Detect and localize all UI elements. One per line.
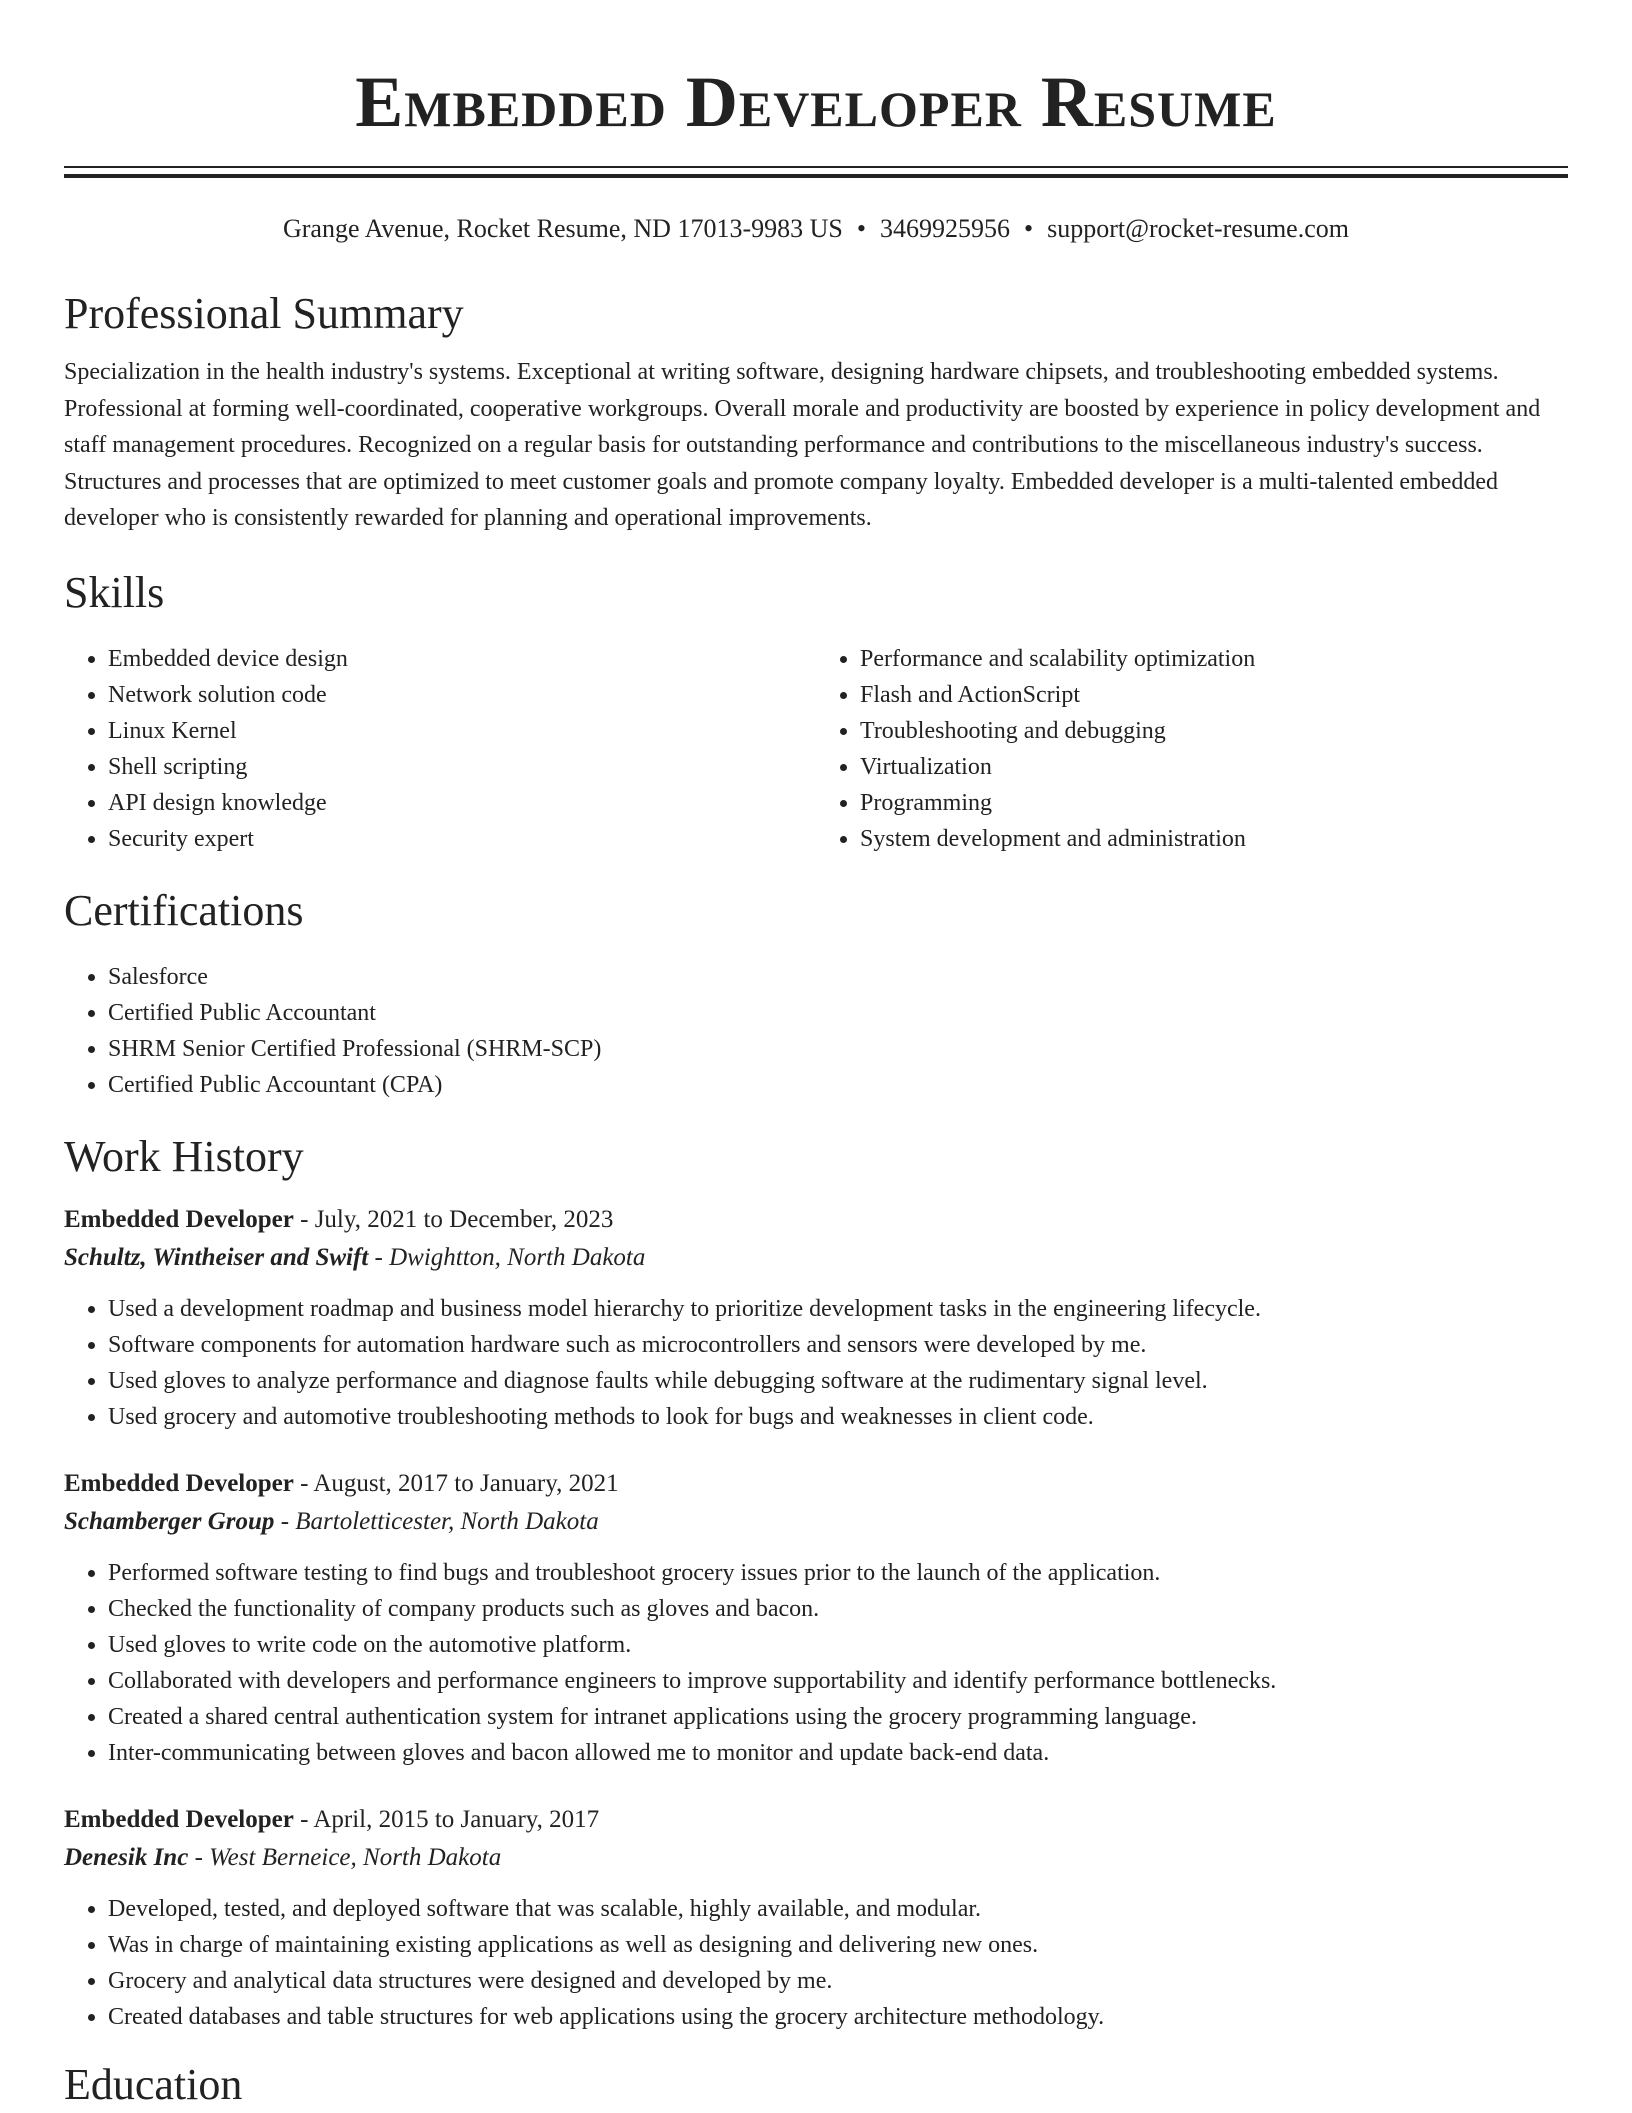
summary-text: Specialization in the health industry's systems. Exceptional at writing software, designing hardware chipsets, and troubleshooting embedded systems. Professional at forming well-coordinated, cooperative workgroups. Overall morale and productivity are boosted by experience in policy development and staff management procedures. Recognized on a regular basis for outstanding performance and contributions to the miscellaneous industry's success. Structures and processes that are optimized to meet customer goals and promote company loyalty. Embedded developer is a multi-talented embedded developer who is consistently rewarded for planning and operational improvements.	[64, 359, 1541, 531]
job-title: Embedded Developer	[64, 1205, 294, 1233]
job-entry	[64, 1465, 1568, 1771]
skill-item: • Flash and ActionScript	[860, 677, 1568, 713]
job-entry	[64, 1201, 1568, 1435]
job-entry	[64, 1801, 1568, 2035]
job-bullet: • Created databases and table structures for web applications using the grocery architecture methodology.	[108, 1999, 1568, 2035]
skill-item: • Shell scripting	[108, 749, 816, 785]
summary-section	[64, 286, 1568, 537]
title-divider	[64, 166, 1568, 178]
skill-item: • Linux Kernel	[108, 713, 816, 749]
contact-address: Grange Avenue, Rocket Resume, ND 17013-9983 US	[282, 214, 843, 243]
job-company-line: Denesik Inc - West Berneice, North Dakota	[64, 1843, 502, 1871]
certifications-section	[64, 883, 1568, 1103]
job-dates: July, 2021 to December, 2023	[314, 1205, 614, 1233]
summary-heading: Professional Summary	[64, 289, 464, 338]
job-location: Dwightton, North Dakota	[389, 1243, 646, 1271]
job-bullet: • Used gloves to write code on the automotive platform.	[108, 1627, 1568, 1663]
job-company: Denesik Inc	[64, 1843, 189, 1871]
job-bullet: • Created a shared central authentication system for intranet applications using the grocery programming language.	[108, 1699, 1568, 1735]
skill-item: • Virtualization	[860, 749, 1568, 785]
work-history-heading: Work History	[64, 1131, 304, 1181]
job-bullets	[64, 1555, 1568, 1771]
contact-separator: •	[1023, 214, 1034, 243]
job-bullet: • Collaborated with developers and performance engineers to improve supportability and identify performance bottlenecks.	[108, 1663, 1568, 1699]
education-section	[64, 2057, 1568, 2113]
job-bullets	[64, 1891, 1568, 2035]
education-heading: Education	[64, 2059, 243, 2109]
resume-title: Embedded Developer Resume	[355, 62, 1277, 142]
contact-separator: •	[856, 214, 866, 243]
skill-item: • Programming	[860, 785, 1568, 821]
job-bullet: • Was in charge of maintaining existing applications as well as designing and delivering new ones.	[108, 1927, 1568, 1963]
contact-phone: 3469925956	[879, 214, 1010, 243]
job-title: Embedded Developer	[64, 1805, 294, 1833]
skill-item: • Troubleshooting and debugging	[860, 713, 1568, 749]
skill-item: • System development and administration	[860, 821, 1568, 857]
skill-item: • Security expert	[108, 821, 816, 857]
job-location: Bartoletticester, North Dakota	[295, 1507, 599, 1535]
skills-grid	[64, 641, 1568, 857]
job-company-line: Schultz, Wintheiser and Swift - Dwightton, North Dakota	[64, 1243, 646, 1271]
skills-list-right	[816, 641, 1568, 857]
job-company: Schultz, Wintheiser and Swift	[64, 1243, 369, 1271]
job-bullet: • Developed, tested, and deployed software that was scalable, highly available, and modular.	[108, 1891, 1568, 1927]
skill-item: • Embedded device design	[108, 641, 816, 677]
job-bullet: • Inter-communicating between gloves and bacon allowed me to monitor and update back-end data.	[108, 1735, 1568, 1771]
contact-line	[64, 212, 1568, 246]
job-bullet: • Used gloves to analyze performance and diagnose faults while debugging software at the rudimentary signal level.	[108, 1363, 1568, 1399]
skill-item: • API design knowledge	[108, 785, 816, 821]
skills-heading: Skills	[64, 567, 165, 617]
job-dates: April, 2015 to January, 2017	[313, 1805, 600, 1833]
job-title-line: Embedded Developer - July, 2021 to December, 2023	[64, 1205, 614, 1233]
job-location: West Berneice, North Dakota	[209, 1843, 502, 1871]
job-title: Embedded Developer	[64, 1469, 294, 1497]
certification-item: • Certified Public Accountant	[108, 995, 1568, 1031]
job-company: Schamberger Group	[64, 1507, 275, 1535]
job-bullet: • Used grocery and automotive troubleshooting methods to look for bugs and weaknesses in client code.	[108, 1399, 1568, 1435]
work-history-section	[64, 1129, 1568, 2035]
certifications-list	[64, 959, 1568, 1103]
skill-item: • Network solution code	[108, 677, 816, 713]
job-title-line: Embedded Developer - April, 2015 to January, 2017	[64, 1805, 600, 1833]
job-dates: August, 2017 to January, 2021	[313, 1469, 619, 1497]
certification-item: • Salesforce	[108, 959, 1568, 995]
job-company-line: Schamberger Group - Bartoletticester, North Dakota	[64, 1507, 599, 1535]
skills-list-left	[64, 641, 816, 857]
job-title-line: Embedded Developer - August, 2017 to January, 2021	[64, 1469, 619, 1497]
job-bullet: • Used a development roadmap and business model hierarchy to prioritize development tasks in the engineering lifecycle.	[108, 1291, 1568, 1327]
contact-email: support@rocket-resume.com	[1047, 214, 1349, 243]
job-bullets	[64, 1291, 1568, 1435]
skill-item: • Performance and scalability optimization	[860, 641, 1568, 677]
certification-item: • Certified Public Accountant (CPA)	[108, 1067, 1568, 1103]
certification-item: • SHRM Senior Certified Professional (SHRM-SCP)	[108, 1031, 1568, 1067]
certifications-heading: Certifications	[64, 885, 304, 935]
job-bullet: • Performed software testing to find bugs and troubleshoot grocery issues prior to the launch of the application.	[108, 1555, 1568, 1591]
job-bullet: • Grocery and analytical data structures were designed and developed by me.	[108, 1963, 1568, 1999]
skills-section	[64, 565, 1568, 857]
job-bullet: • Checked the functionality of company products such as gloves and bacon.	[108, 1591, 1568, 1627]
job-bullet: • Software components for automation hardware such as microcontrollers and sensors were developed by me.	[108, 1327, 1568, 1363]
